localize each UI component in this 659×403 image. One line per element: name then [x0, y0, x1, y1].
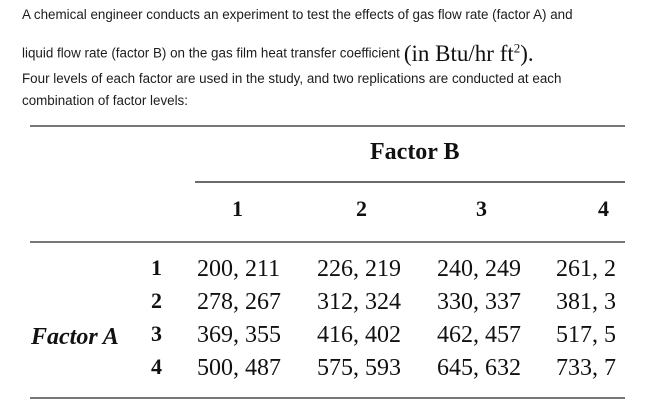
- table-bottom-rule: [30, 397, 625, 399]
- problem-text-line-2-body: liquid flow rate (factor B) on the gas film heat transfer coefficient: [22, 45, 400, 61]
- units-prefix: (in Btu/hr ft: [403, 40, 514, 66]
- problem-text-line-4: combination of factor levels:: [22, 93, 188, 108]
- problem-text-line-1: A chemical engineer conducts an experiment to test the effects of gas flow rate (factor A) and: [22, 7, 573, 22]
- table-cell: 278, 267: [197, 289, 281, 315]
- factor-a-header: Factor A: [31, 324, 119, 350]
- column-header-4: 4: [598, 196, 609, 221]
- units-exponent: 2: [513, 40, 521, 55]
- table-cell: 330, 337: [437, 289, 521, 315]
- table-cell: 500, 487: [197, 355, 281, 381]
- units-expression: [404, 41, 534, 66]
- table-cell: 575, 593: [317, 355, 401, 381]
- table-cell: 312, 324: [317, 289, 401, 315]
- column-header-3: 3: [476, 196, 487, 221]
- row-level-2: 2: [151, 288, 162, 313]
- row-level-3: 3: [151, 321, 162, 346]
- table-cell: 240, 249: [437, 256, 521, 282]
- table-cell: 381, 3: [556, 289, 616, 315]
- table-cell: 200, 211: [197, 256, 281, 282]
- table-cell: 416, 402: [317, 322, 401, 348]
- column-header-1: 1: [232, 196, 243, 221]
- table-cell: 517, 5: [556, 322, 616, 348]
- column-header-2: 2: [356, 196, 367, 221]
- row-level-4: 4: [151, 354, 162, 379]
- table-cell: 645, 632: [437, 355, 521, 381]
- table-cell: 226, 219: [317, 256, 401, 282]
- problem-text-line-3: Four levels of each factor are used in the study, and two replications are conducted at each: [22, 71, 562, 86]
- factor-b-underline: [195, 181, 625, 183]
- table-header-rule: [30, 241, 625, 243]
- table-cell: 462, 457: [437, 322, 521, 348]
- table-cell: 261, 2: [556, 256, 616, 282]
- units-suffix: ).: [520, 40, 534, 66]
- table-top-rule: [30, 125, 625, 127]
- problem-text-line-2: [22, 38, 534, 66]
- row-level-1: 1: [151, 255, 162, 280]
- table-cell: 733, 7: [556, 355, 616, 381]
- factor-b-header: Factor B: [370, 139, 460, 165]
- table-cell: 369, 355: [197, 322, 281, 348]
